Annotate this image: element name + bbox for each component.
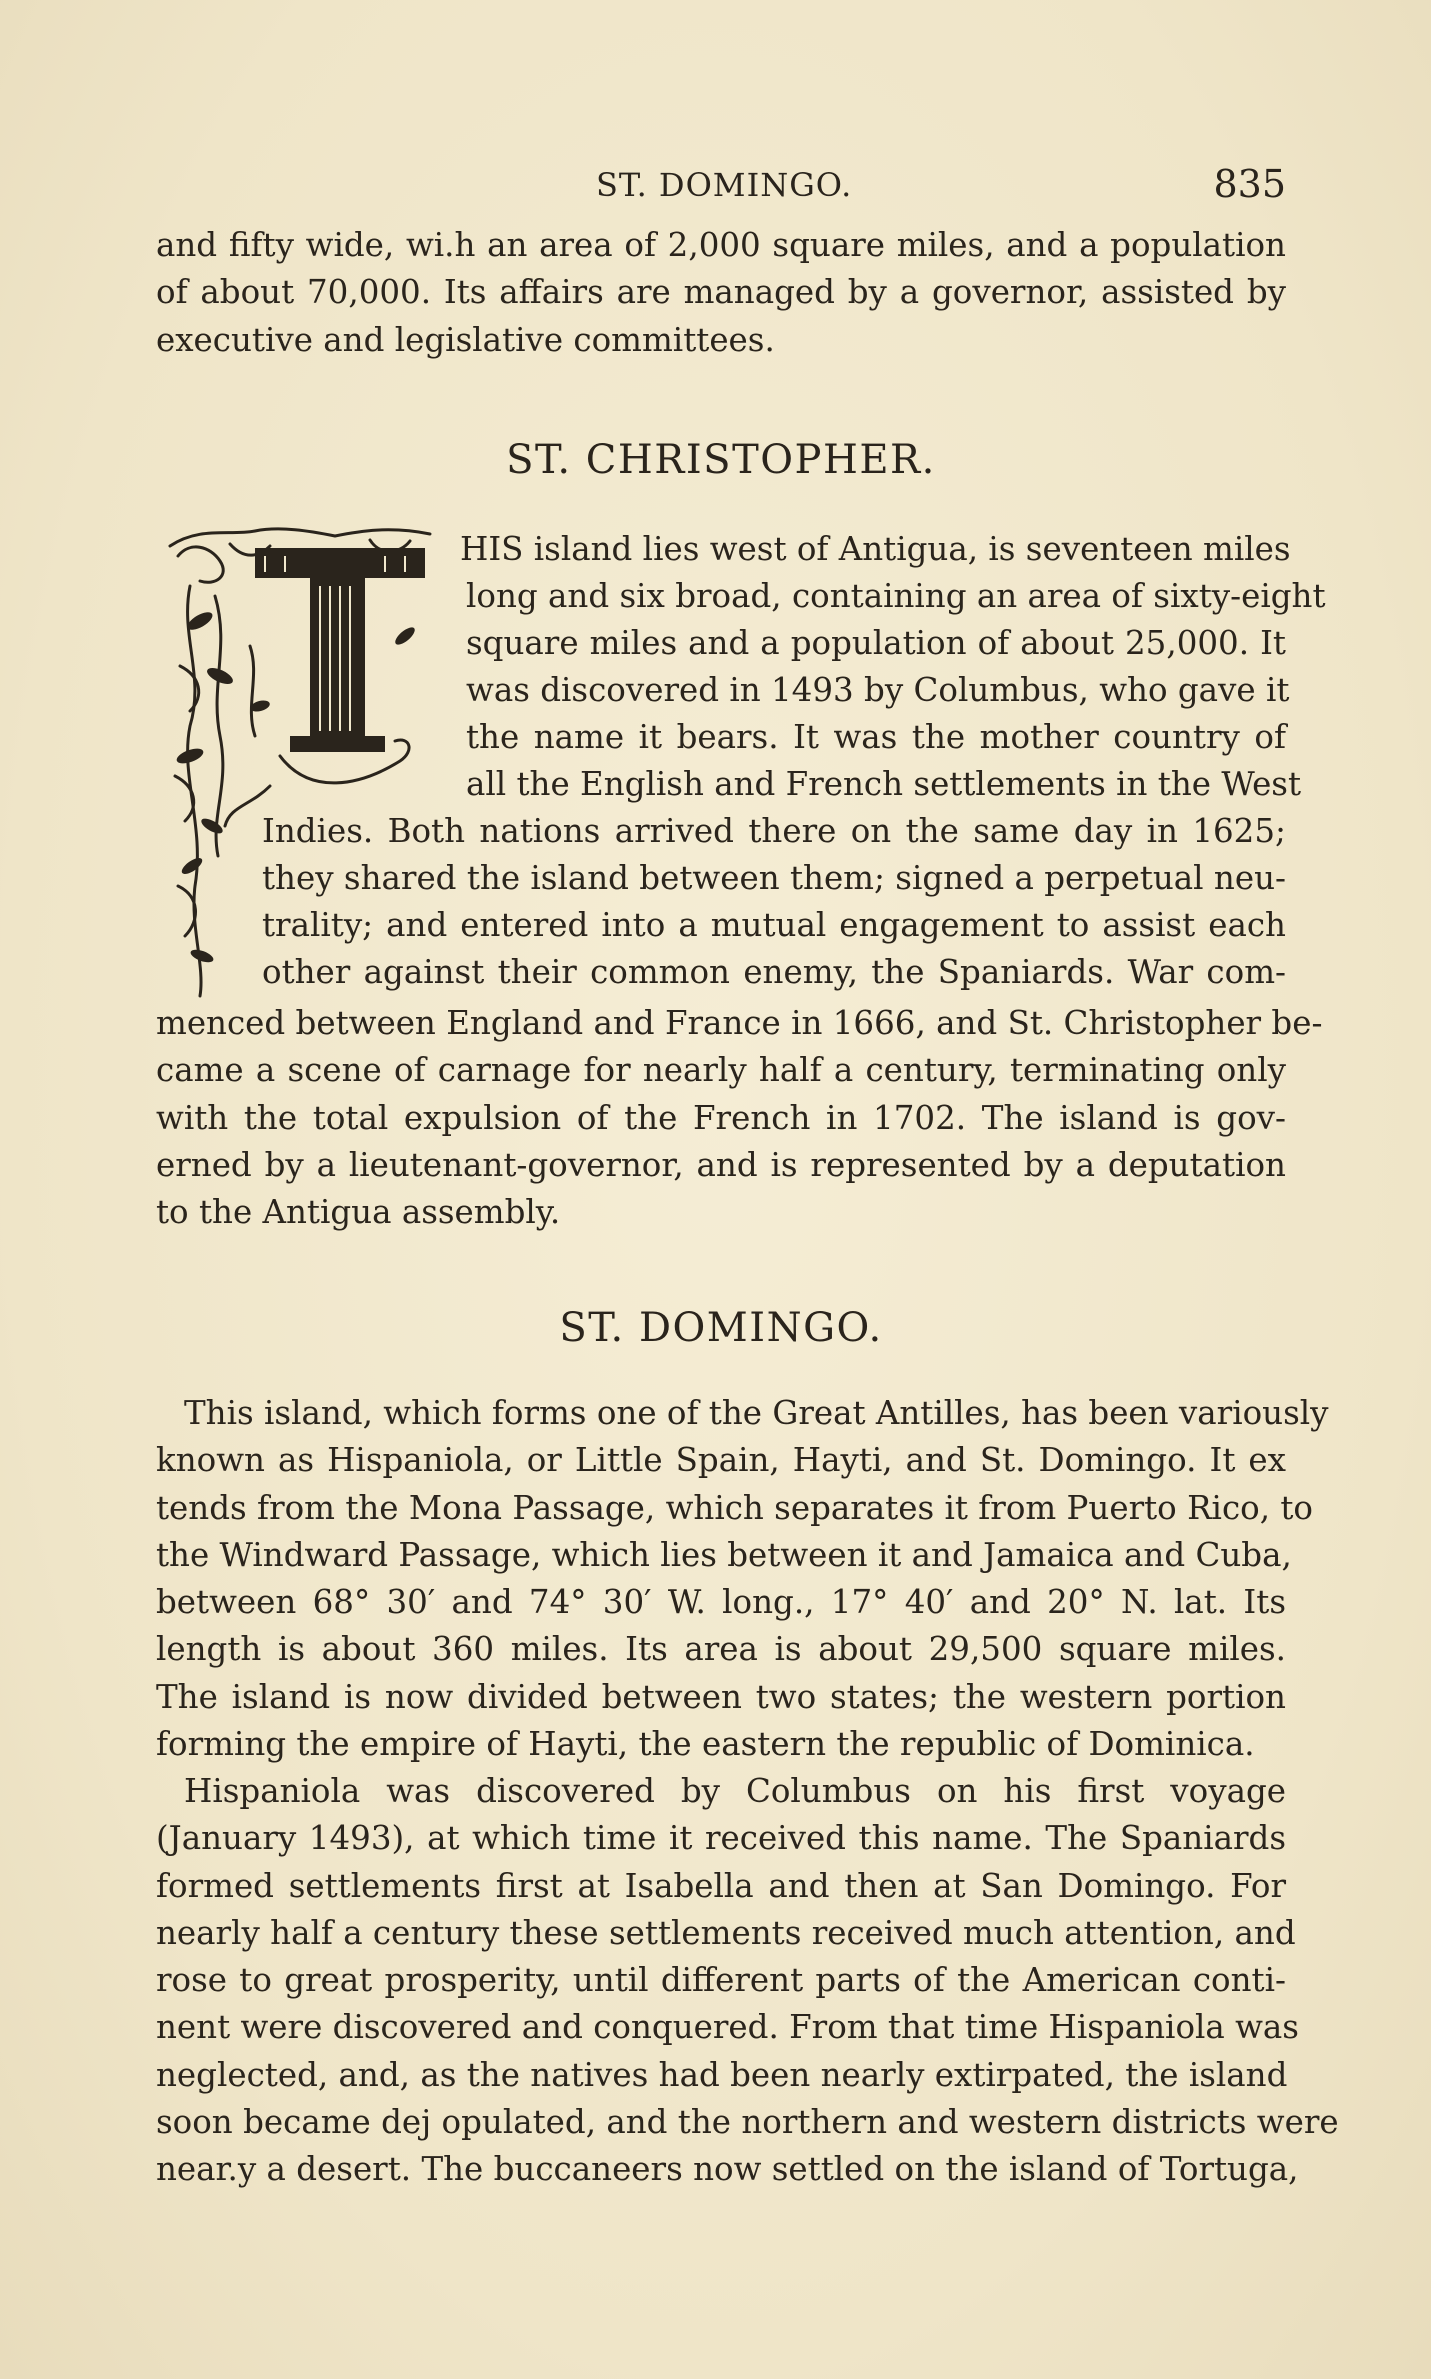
- section-heading-st-domingo: ST. DOMINGO.: [559, 1305, 883, 1351]
- text-line: The island is now divided between two states; the western portion: [156, 1677, 1286, 1716]
- section-heading-st-christopher: ST. CHRISTOPHER.: [506, 437, 936, 483]
- text-line: came a scene of carnage for nearly half a century, terminating only: [156, 1051, 1286, 1090]
- text-line: rose to great prosperity, until different parts of the American conti-: [156, 1961, 1286, 2000]
- text-line: length is about 360 miles. Its area is about 29,500 square miles.: [156, 1630, 1286, 1669]
- text-line: menced between England and France in 1666, and St. Christopher be-: [156, 1004, 1323, 1042]
- text-line: formed settlements first at Isabella and then at San Domingo. For: [156, 1866, 1286, 1905]
- text-line: the name it bears. It was the mother country of: [466, 718, 1286, 756]
- st-christopher-paragraph-continued: [156, 1000, 1323, 1236]
- st-domingo-paragraph-1: [156, 1390, 1329, 1768]
- text-line: tends from the Mona Passage, which separates it from Puerto Rico, to: [156, 1488, 1314, 1527]
- intro-paragraph: [156, 222, 1286, 364]
- page-number: 835: [1213, 162, 1286, 206]
- text-line: of about 70,000. Its affairs are managed by a governor, assisted by: [156, 273, 1286, 312]
- page-header: [156, 158, 1286, 208]
- text-line: known as Hispaniola, or Little Spain, Hayti, and St. Domingo. It ex: [156, 1441, 1286, 1480]
- text-line: long and six broad, containing an area of sixty-eight: [466, 577, 1326, 615]
- text-line: they shared the island between them; signed a perpetual neu-: [262, 859, 1286, 897]
- text-line: soon became dej opulated, and the northern and western districts were: [156, 2103, 1339, 2142]
- text-line: and fifty wide, wi.h an area of 2,000 square miles, and a population: [156, 226, 1286, 264]
- text-line: all the English and French settlements in the West: [466, 765, 1302, 803]
- text-line: was discovered in 1493 by Columbus, who gave it: [466, 671, 1290, 709]
- text-line: nearly half a century these settlements received much attention, and: [156, 1913, 1296, 1952]
- text-line: between 68° 30′ and 74° 30′ W. long., 17° 40′ and 20° N. lat. Its: [156, 1583, 1286, 1622]
- text-line: other against their common enemy, the Spaniards. War com-: [262, 953, 1286, 991]
- text-line: neglected, and, as the natives had been nearly extirpated, the island: [156, 2055, 1288, 2094]
- running-title: ST. DOMINGO.: [596, 166, 853, 204]
- text-line: the Windward Passage, which lies between it and Jamaica and Cuba,: [156, 1535, 1292, 1574]
- st-domingo-paragraph-2: [156, 1768, 1339, 2194]
- text-line: Indies. Both nations arrived there on the same day in 1625;: [262, 812, 1286, 850]
- text-line: (January 1493), at which time it received this name. The Spaniards: [156, 1819, 1286, 1858]
- text-line: erned by a lieutenant-governor, and is represented by a deputation: [156, 1145, 1286, 1184]
- text-line: trality; and entered into a mutual engagement to assist each: [262, 906, 1286, 944]
- text-line: square miles and a population of about 25,000. It: [466, 624, 1286, 662]
- text-line: This island, which forms one of the Great Antilles, has been variously: [184, 1394, 1329, 1432]
- text-line: to the Antigua assembly.: [156, 1193, 561, 1232]
- text-line: near.y a desert. The buccaneers now settled on the island of Tortuga,: [156, 2150, 1299, 2189]
- text-line: Hispaniola was discovered by Columbus on his first voyage: [184, 1772, 1286, 1810]
- text-line: nent were discovered and conquered. From that time Hispaniola was: [156, 2008, 1299, 2047]
- text-line: HIS island lies west of Antigua, is seventeen miles: [460, 530, 1291, 568]
- text-line: forming the empire of Hayti, the eastern the republic of Dominica.: [156, 1725, 1255, 1764]
- text-line: with the total expulsion of the French in 1702. The island is gov-: [156, 1098, 1286, 1137]
- text-line: executive and legislative committees.: [156, 320, 775, 359]
